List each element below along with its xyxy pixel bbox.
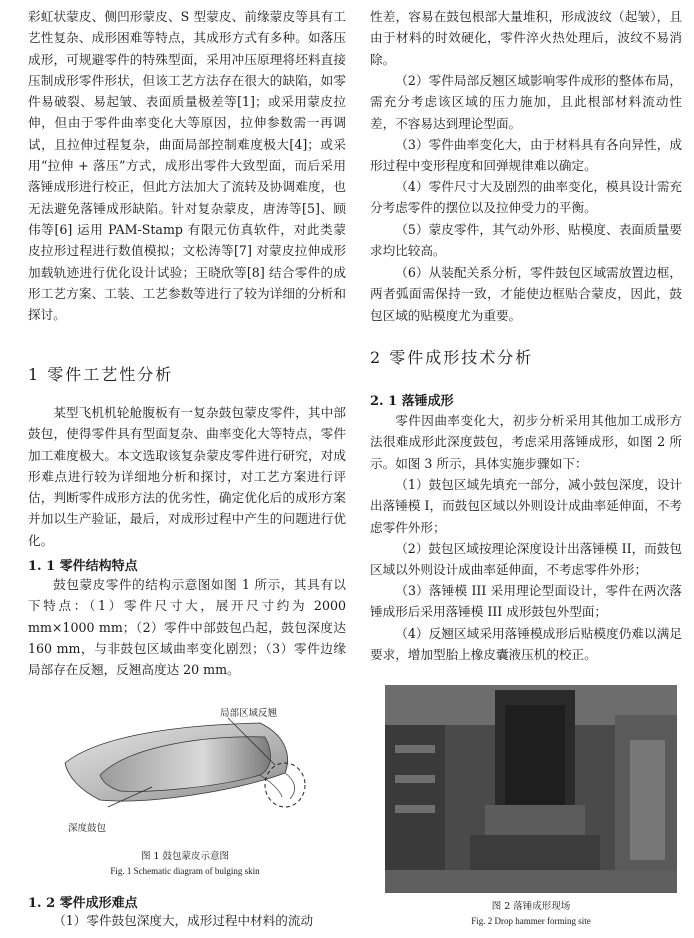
right-continuation: 性差，容易在鼓包根部大量堆积，形成波纹（起皱），且由于材料的时效硬化，零件淬火热处理后，波纹不易消除。 xyxy=(370,9,682,67)
subsection-2-1-paragraph: 零件因曲率变化大，初步分析采用其他加工成形方法很难成形此深度鼓包，考虑采用落锤成形，如图 2 所示。如图 3 所示，具体实施步骤如下： xyxy=(370,413,682,471)
difficulty-item: （4）零件尺寸大及剧烈的曲率变化，模具设计需充分考虑零件的摆位以及拉伸受力的平衡。 xyxy=(370,179,682,216)
step-item: （4）反翘区域采用落锤模成形后贴模度仍难以满足要求，增加型胎上橡皮囊液压机的校正。 xyxy=(370,626,682,663)
figure-2-caption-en: Fig. 2 Drop hammer forming site xyxy=(471,916,591,926)
figure-1-caption-en: Fig. 1 Schematic diagram of bulging skin xyxy=(110,866,260,876)
subsection-1-2-heading: 1. 2 零件成形难点 xyxy=(28,896,138,911)
step-item: （2）鼓包区域按理论深度设计出落锤模 II，而鼓包区域以外则设计成曲率延伸面，不考虑零件外形； xyxy=(370,541,682,578)
subsection-1-1-heading: 1. 1 零件结构特点 xyxy=(28,559,138,574)
drop-hammer-photo xyxy=(385,685,677,893)
figure-2-caption: 图 2 落锤成形现场 xyxy=(491,901,571,912)
subsection-1-1-paragraph: 鼓包蒙皮零件的结构示意图如图 1 所示，其具有以下特点：（1）零件尺寸大，展开尺寸约为 2000 mm×1000 mm；（2）零件中部鼓包凸起，鼓包深度达 160 mm，与非鼓包区域曲率变化剧烈；（3）零件边缘局部存在反翘，反翘高度达 20 mm。 xyxy=(28,577,346,678)
section-1-heading: 1 零件工艺性分析 xyxy=(28,365,174,384)
section-2-heading: 2 零件成形技术分析 xyxy=(370,348,534,367)
subsection-1-2-paragraph: （1）零件鼓包深度大，成形过程中材料的流动 xyxy=(53,913,314,928)
figure-1-label-warp: 局部区域反翘 xyxy=(220,708,278,719)
intro-paragraph: 彩虹状蒙皮、侧凹形蒙皮、S 型蒙皮、前缘蒙皮等具有工艺性复杂、成形困难等特点，其成形方式有多种。如落压成形，可规避零件的特殊型面，采用冲压原理将坯料直接压制成形零件形状，但该工艺方法存在很大的缺陷，如零件易破裂、易起皱、表面质量极差等[1]；或采用蒙皮拉伸，但由于零件曲率变化大等原因，拉伸参数需一再调试，且拉伸过程复杂，曲面局部控制难度极大[4]；或采用“拉伸 + 落压”方式，成形出零件大致型面，而后采用落锤成形进行校正，但此方法加大了流转及协调难度，也无法避免落锤成形缺陷。针对复杂蒙皮，唐涛等[5]、顾伟等[6] 运用 PAM-Stamp 有限元仿真软件，对此类蒙皮拉形过程进行数值模拟；文松涛等[7] 对蒙皮拉伸成形加载轨迹进行优化设计试验；王晓欣等[8] 结合零件的成形工艺方案、工装、工艺参数等进行了较为详细的分析和探讨。 xyxy=(28,9,346,323)
subsection-2-1-heading: 2. 1 落锤成形 xyxy=(370,394,454,409)
figure-2-photo xyxy=(385,685,677,893)
figure-1-label-bulge: 深度鼓包 xyxy=(68,823,107,834)
difficulty-item: （5）蒙皮零件，其气动外形、贴模度、表面质量要求均比较高。 xyxy=(370,222,682,259)
step-item: （3）落锤模 III 采用理论型面设计，零件在两次落锤成形后采用落锤模 III 成形鼓包外型面； xyxy=(370,583,682,620)
difficulty-item: （2）零件局部反翘区域影响零件成形的整体布局，需充分考虑该区域的压力施加，且此根部材料流动性差，不容易达到理论型面。 xyxy=(370,73,682,131)
figure-1-caption: 图 1 鼓包蒙皮示意图 xyxy=(140,851,230,862)
difficulty-item: （6）从装配关系分析，零件鼓包区域需放置边框，两者弧面需保持一致，才能使边框贴合蒙皮，因此，鼓包区域的贴模度尤为重要。 xyxy=(370,265,682,323)
step-item: （1）鼓包区域先填充一部分，减小鼓包深度，设计出落锤模 I，而鼓包区域以外则设计成曲率延伸面，不考虑零件外形； xyxy=(370,477,682,535)
section-1-paragraph: 某型飞机机轮舱腹板有一复杂鼓包蒙皮零件，其中部鼓包，使得零件具有型面复杂、曲率变化大等特点，零件加工难度极大。本文选取该复杂蒙皮零件进行研究，对成形难点进行较为详细地分析和探讨，对工艺方案进行评估，判断零件成形方法的优劣性，确定优化后的成形方案并加以生产验证，最后，对成形过程中产生的问题进行优化。 xyxy=(28,405,346,548)
figure-1 xyxy=(60,695,310,845)
difficulty-item: （3）零件曲率变化大，由于材料具有各向异性，成形过程中变形程度和回弹规律难以确定。 xyxy=(370,137,682,174)
